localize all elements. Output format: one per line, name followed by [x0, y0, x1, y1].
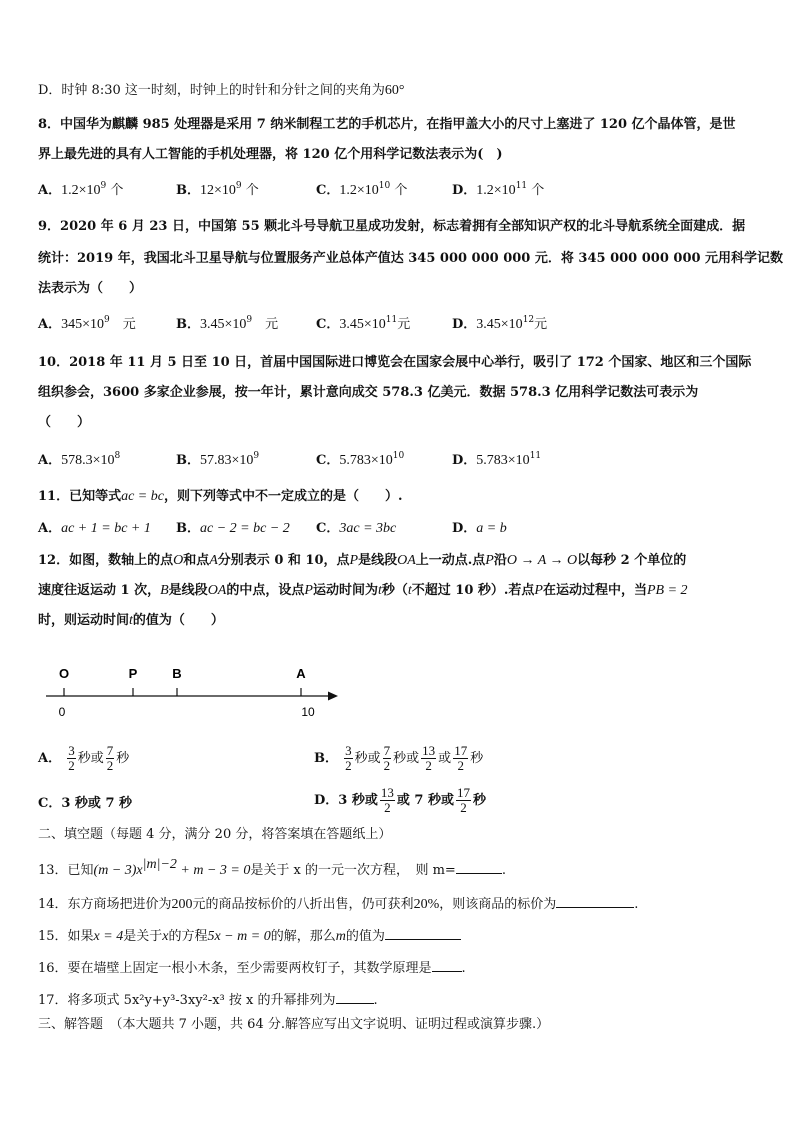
q12-stem-line2: 速度往返运动 1 次，B是线段OA的中点，设点P运动时间为t秒（t不超过 10 秒）.若点P在运动过程中，当PB = 2: [38, 583, 688, 598]
q8-option-c[interactable]: C．$1.2\times 10^{10}$ 个: [316, 181, 408, 198]
q11-option-d[interactable]: D．a = b: [452, 521, 507, 536]
q8-option-a[interactable]: A．$1.2\times 10^9$ 个: [38, 181, 124, 198]
q12-option-a[interactable]: A． $\frac{3}{2}$ 秒或 $\frac{7}{2}$ 秒: [38, 743, 130, 773]
q10-stem-line3: （ ）: [38, 415, 91, 430]
q12-stem-line1: 12．如图，数轴上的点O和点A分别表示 0 和 10，点P是线段OA上一动点.点P沿O → A → O以每秒 2 个单位的: [38, 553, 687, 568]
q9-stem-line2: 统计：2019 年，我国北斗卫星导航与位置服务产业总体产值达 345 000 000 000 元．将 345 000 000 000 元用科学记数: [38, 251, 784, 266]
q7-option-d-value: 60°: [384, 83, 405, 98]
q7-option-d: [38, 82, 405, 100]
label-p: P: [128, 666, 138, 681]
q14-stem: 14．东方商场把进价为200元的商品按标价的八折出售，仍可获利20%，则该商品的标价为 .: [38, 894, 638, 914]
tick-label-10: 10: [301, 705, 315, 719]
number-line-arrow: [328, 692, 338, 701]
label-b: B: [172, 666, 182, 681]
q8-stem-line2: 界上最先进的具有人工智能的手机处理器，将 120 亿个用科学记数法表示为( ): [38, 147, 503, 162]
label-a: A: [296, 666, 306, 681]
q9-stem-line1: 9．2020 年 6 月 23 日，中国第 55 颗北斗号导航卫星成功发射，标志着拥有全部知识产权的北斗导航系统全面建成．据: [38, 219, 746, 234]
q17-answer-blank[interactable]: [336, 990, 374, 1004]
q11-stem: 11．已知等式ac = bc，则下列等式中不一定成立的是（ ）.: [38, 489, 403, 504]
fraction: $\frac{7}{2}$: [383, 743, 391, 773]
q10-option-d[interactable]: D．$5.783\times 10^{11}$: [452, 451, 542, 468]
q9-option-c[interactable]: C．$3.45\times 10^{11}$元: [316, 315, 411, 332]
q17-stem: 17．将多项式 5x²y+y³-3xy²-x³ 按 x 的升幂排列为 .: [38, 990, 378, 1010]
tick-label-0: 0: [58, 705, 66, 719]
label-o: O: [58, 666, 70, 681]
q10-option-a[interactable]: A．$578.3\times 10^8$: [38, 451, 121, 468]
q12-stem-line3: 时，则运动时间t的值为（ ）: [38, 613, 224, 628]
q7-option-d-text: D．时钟 8:30 这一时刻，时钟上的时针和分针之间的夹角为: [38, 83, 385, 98]
q15-stem: 15．如果x = 4是关于x的方程5x − m = 0的解，那么m的值为: [38, 926, 461, 946]
q11-option-a[interactable]: A．ac + 1 = bc + 1: [38, 521, 151, 536]
q9-option-a[interactable]: A．$345\times 10^9$ 元: [38, 315, 136, 332]
fraction: $\frac{13}{2}$: [380, 785, 394, 815]
q9-option-b[interactable]: B．$3.45\times 10^9$ 元: [176, 315, 279, 332]
q13-answer-blank[interactable]: [456, 860, 502, 874]
q8-option-b[interactable]: B．$12\times 10^9$ 个: [176, 181, 259, 198]
q9-option-d[interactable]: D．$3.45\times 10^{12}$元: [452, 315, 548, 332]
q11-option-c[interactable]: C．3ac = 3bc: [316, 521, 397, 536]
number-line-diagram: [38, 660, 348, 722]
q16-answer-blank[interactable]: [432, 958, 462, 972]
q8-option-d[interactable]: D．$1.2\times 10^{11}$ 个: [452, 181, 545, 198]
fraction: $\frac{13}{2}$: [422, 743, 436, 773]
q16-stem: 16．要在墙壁上固定一根小木条，至少需要两枚钉子，其数学原理是 .: [38, 958, 466, 978]
q13-stem: 13．已知$(m - 3)x^{|m|-2} + m - 3 = 0$是关于 x 的一元一次方程， 则 m= .: [38, 857, 506, 878]
q12-option-d[interactable]: D．3 秒或 $\frac{13}{2}$ 或 7 秒或 $\frac{17}{2}$ 秒: [314, 785, 486, 815]
fraction: $\frac{3}{2}$: [68, 743, 75, 773]
fraction: $\frac{3}{2}$: [345, 743, 352, 773]
q8-stem-line1: 8．中国华为麒麟 985 处理器是采用 7 纳米制程工艺的手机芯片，在指甲盖大小的尺寸上塞进了 120 亿个晶体管，是世: [38, 117, 736, 132]
fraction: $\frac{17}{2}$: [454, 743, 468, 773]
section-2-heading: 二、填空题（每题 4 分，满分 20 分，将答案填在答题纸上）: [38, 827, 392, 842]
q10-stem-line1: 10．2018 年 11 月 5 日至 10 日，首届中国国际进口博览会在国家会展中心举行，吸引了 172 个国家、地区和三个国际: [38, 355, 752, 370]
q10-option-c[interactable]: C．$5.783\times 10^{10}$: [316, 451, 405, 468]
q11-equation: ac = bc: [121, 489, 164, 504]
q10-option-b[interactable]: B．$57.83\times 10^9$: [176, 451, 260, 468]
q15-answer-blank[interactable]: [385, 926, 461, 940]
q14-answer-blank[interactable]: [556, 894, 634, 908]
q9-stem-line3: 法表示为（ ）: [38, 281, 143, 296]
q12-option-b[interactable]: B． $\frac{3}{2}$ 秒或 $\frac{7}{2}$ 秒或 $\frac{13}{2}$ 或 $\frac{17}{2}$ 秒: [314, 743, 484, 773]
section-3-heading: 三、解答题 （本大题共 7 小题，共 64 分.解答应写出文字说明、证明过程或演算步骤.）: [38, 1017, 550, 1032]
q10-stem-line2: 组织参会，3600 多家企业参展，按一年计，累计意向成交 578.3 亿美元．数据 578.3 亿用科学记数法可表示为: [38, 385, 699, 400]
q11-option-b[interactable]: B．ac − 2 = bc − 2: [176, 521, 290, 536]
fraction: $\frac{17}{2}$: [456, 785, 470, 815]
q12-option-c[interactable]: C．3 秒或 7 秒: [38, 796, 133, 811]
fraction: $\frac{7}{2}$: [106, 743, 114, 773]
